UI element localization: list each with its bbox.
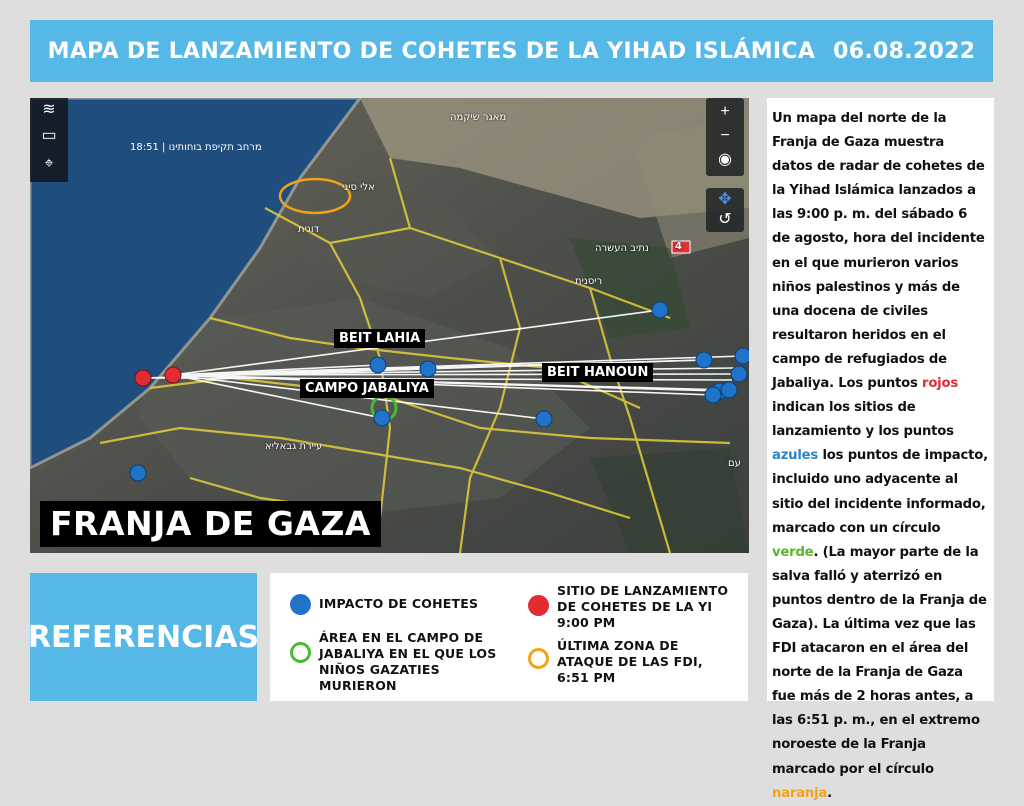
- lasso-icon[interactable]: ↺: [718, 211, 732, 228]
- impact-point: [705, 387, 721, 403]
- desc-orange-word: naranja: [772, 785, 828, 801]
- label-beit-hanoun: BEIT HANOUN: [542, 363, 653, 382]
- label-campo-jabaliya: CAMPO JABALIYA: [300, 379, 434, 398]
- hebrew-top-label: מרחב תקיפת בוחותינו: [168, 142, 262, 153]
- layers-icon[interactable]: ≋: [42, 101, 56, 118]
- impact-point: [374, 410, 390, 426]
- desc-text: . (La mayor parte de la salva falló y aterrizó en puntos dentro de la Franja de Gaza). La última vez que las FDI atacaron en el área del norte de la Franja de Gaza fue más de 2 horas antes, a las 6:51 p. m., en el extremo noroeste de la Franja marcado por el círculo: [772, 544, 987, 777]
- launch-point: [135, 370, 151, 386]
- map-place-label: נתיב העשרה: [595, 243, 649, 254]
- map-toolbar-left: [30, 98, 68, 182]
- zoom-out-icon[interactable]: −: [720, 127, 730, 144]
- legend-children-label: ÁREA EN EL CAMPO DE JABALIYA EN EL QUE LOS NIÑOS GAZATIES MURIERON: [319, 630, 497, 693]
- impact-point: [652, 302, 668, 318]
- impact-point: [731, 366, 747, 382]
- title-date: 06.08.2022: [833, 38, 976, 64]
- map-place-label: דוגית: [298, 224, 320, 235]
- page-title: [30, 20, 993, 82]
- desc-text: Un mapa del norte de la Franja de Gaza muestra datos de radar de cohetes de la Yihad Islámica lanzados a las 9:00 p. m. del sábado 6 de agosto, hora del incidente en el que murieron varios niños palestinos y más de una docena de civiles resultaron heridos en el campo de refugiados de Jabaliya. Los puntos: [772, 111, 985, 392]
- desc-green-word: verde: [772, 544, 814, 560]
- map-place-label: ריסנית: [575, 276, 603, 287]
- desc-blue-word: azules: [772, 448, 819, 464]
- impact-point: [420, 361, 436, 377]
- blue-dot-icon: [290, 594, 311, 615]
- flag-icon[interactable]: ▭: [41, 127, 57, 144]
- impact-point: [735, 348, 749, 364]
- map-region-label: FRANJA DE GAZA: [40, 501, 381, 547]
- legend-impact: [290, 593, 505, 615]
- satellite-map[interactable]: [30, 98, 749, 553]
- map-toolbar-right: [706, 98, 744, 176]
- compass-icon[interactable]: ◉: [718, 151, 732, 168]
- orange-circle-icon: [528, 648, 549, 669]
- map-place-label: מאגר שיקמה: [450, 112, 507, 123]
- map-timestamp-bar: מרחב תקיפת בוחותינו | 18:51: [130, 142, 262, 153]
- impact-point: [130, 465, 146, 481]
- impact-point: [536, 411, 552, 427]
- timestamp: 18:51: [130, 142, 159, 153]
- impact-point: [696, 352, 712, 368]
- desc-red-word: rojos: [922, 376, 959, 392]
- road-number: 4: [675, 241, 682, 252]
- map-place-label: עיירת גבאליא: [265, 441, 323, 452]
- location-pin-icon[interactable]: ⌖: [44, 155, 54, 172]
- impact-point: [721, 382, 737, 398]
- legend-children: [290, 630, 520, 694]
- legend-launch: [528, 583, 738, 631]
- launch-point: [165, 367, 181, 383]
- description-panel: [767, 98, 994, 801]
- legend-idf: [528, 638, 738, 686]
- legend-panel: [270, 573, 748, 701]
- red-dot-icon: [528, 595, 549, 616]
- label-beit-lahia: BEIT LAHIA: [334, 329, 425, 348]
- desc-text: indican los sitios de lanzamiento y los puntos: [772, 400, 954, 440]
- title-text: MAPA DE LANZAMIENTO DE COHETES DE LA YIHAD ISLÁMICA: [47, 38, 816, 64]
- desc-text: .: [827, 785, 832, 801]
- move-icon[interactable]: ✥: [718, 191, 732, 208]
- impact-point: [370, 357, 386, 373]
- map-place-label: עם: [728, 458, 741, 469]
- legend-launch-label: SITIO DE LANZAMIENTO DE COHETES DE LA YI 9:00 PM: [557, 583, 729, 630]
- legend-idf-label: ÚLTIMA ZONA DE ATAQUE DE LAS FDI, 6:51 PM: [557, 638, 703, 685]
- map-place-label: אלי סיני: [342, 182, 375, 193]
- desc-text: los puntos de impacto, incluido uno adyacente al sitio del incidente informado, marcado con un círculo: [772, 448, 988, 536]
- legend-title: REFERENCIAS: [30, 573, 257, 701]
- green-circle-icon: [290, 642, 311, 663]
- map-graphic: [30, 98, 749, 553]
- legend-impact-label: IMPACTO DE COHETES: [319, 596, 479, 611]
- zoom-in-icon[interactable]: +: [720, 103, 730, 120]
- map-toolbar-right-lower: [706, 188, 744, 232]
